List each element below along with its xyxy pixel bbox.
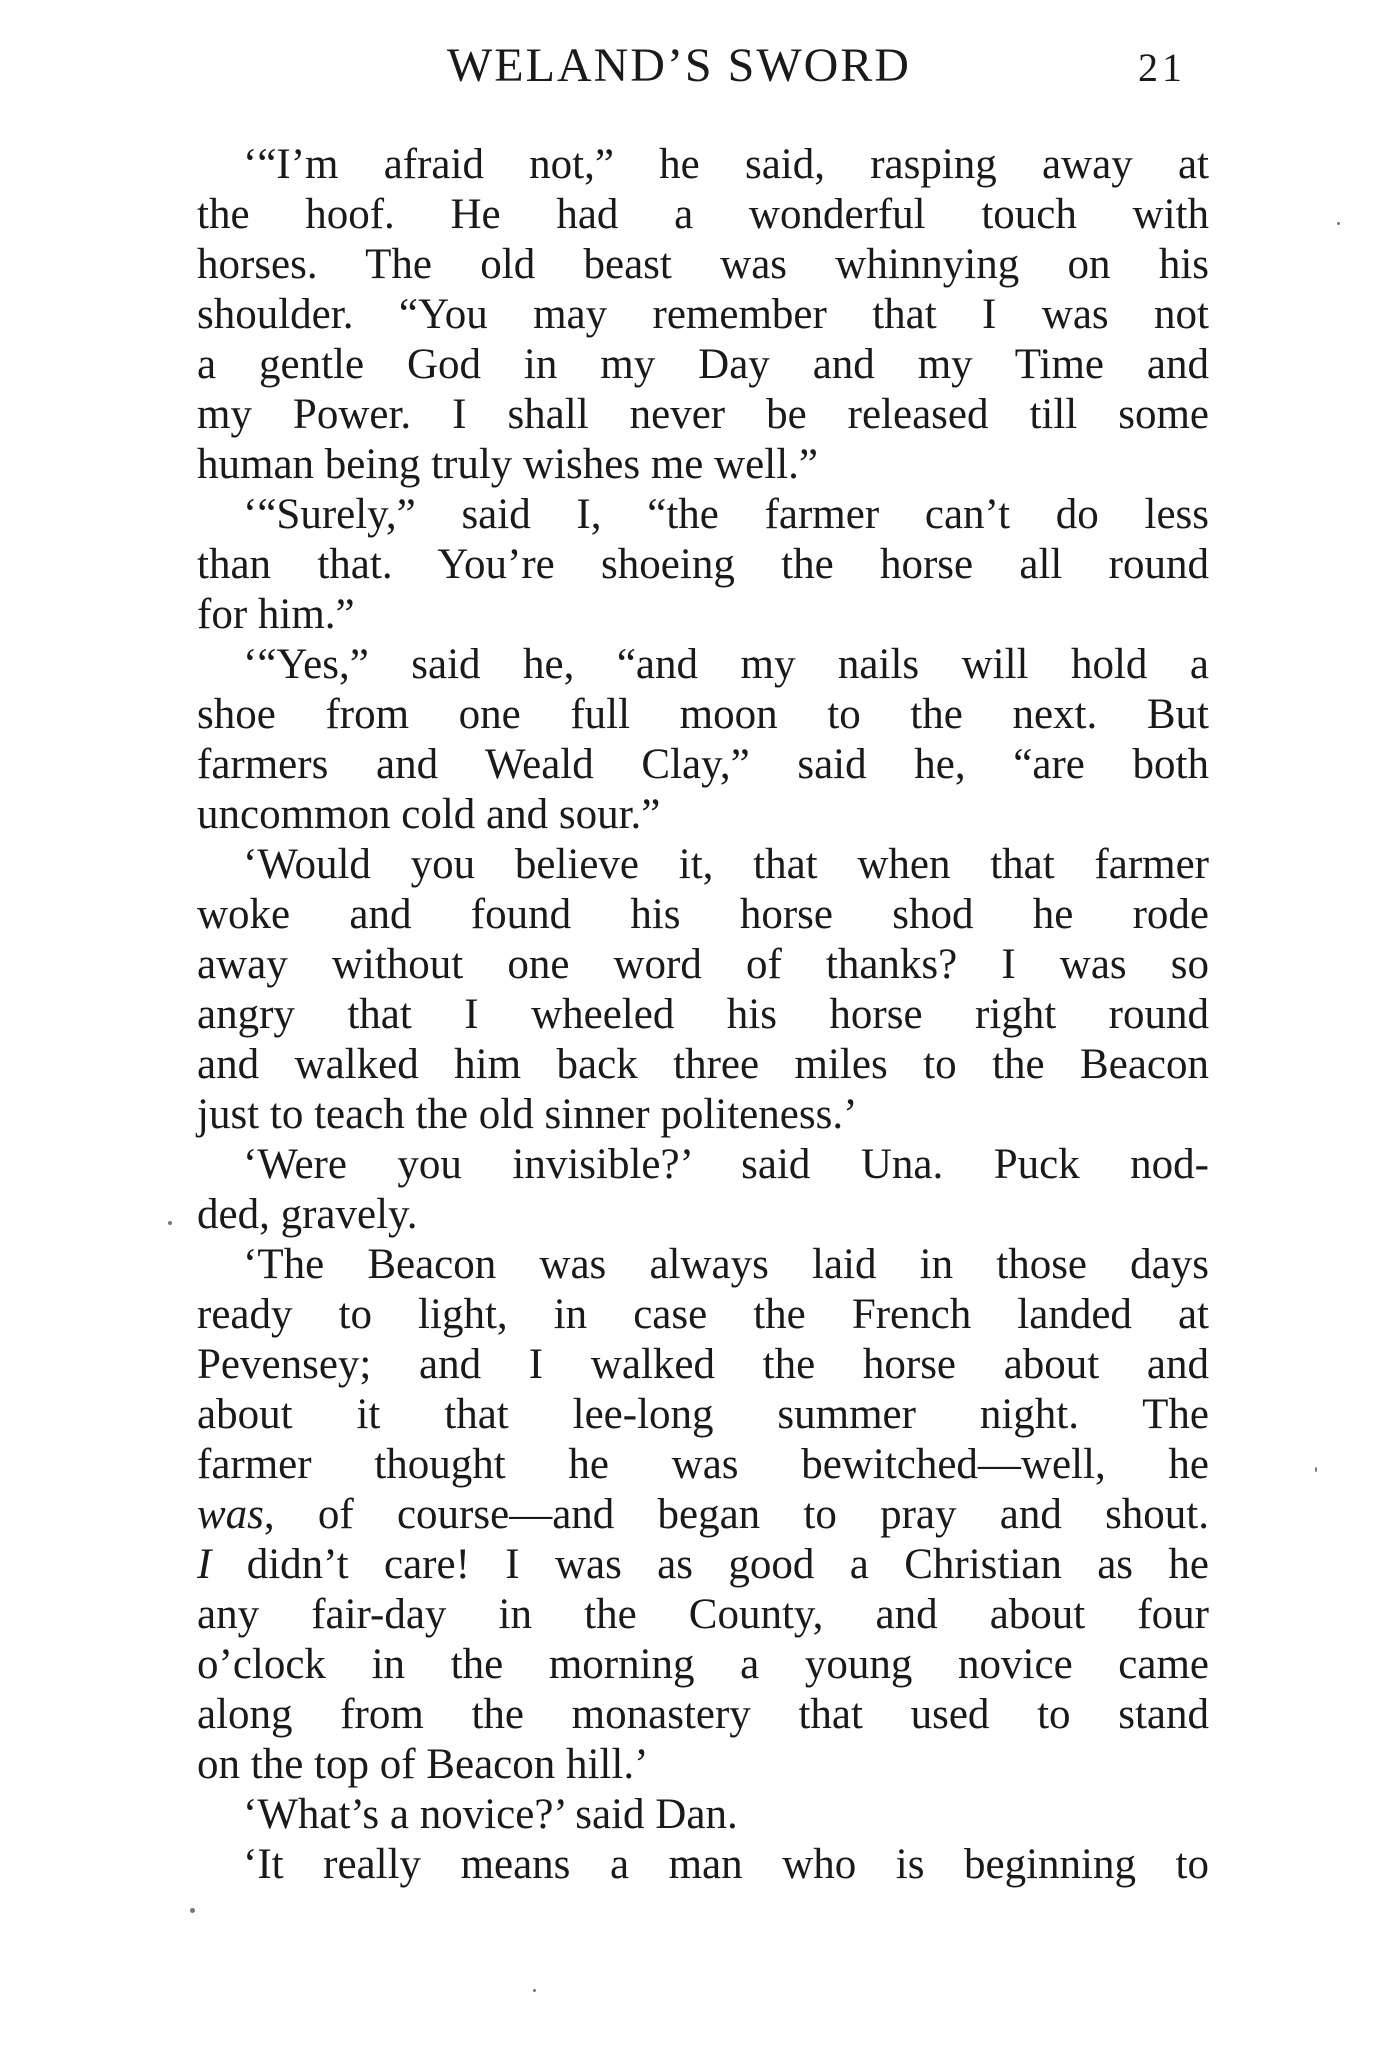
text-line: ‘Would you believe it, that when that farmer [243,841,1209,888]
text-line: ‘Were you invisible?’ said Una. Puck nod- [243,1141,1209,1188]
paper-speck [168,1221,172,1225]
text-line: ‘“Surely,” said I, “the farmer can’t do less [243,491,1209,538]
text-line: shoulder. “You may remember that I was not [197,291,1209,338]
text-line: than that. You’re shoeing the horse all round [197,541,1209,588]
text-line-rest: , of course—and began to pray and shout. [263,1491,1209,1538]
paper-speck [1337,222,1340,225]
text-line: ‘“I’m afraid not,” he said, rasping away at [243,141,1209,188]
text-line: ded, gravely. [197,1191,418,1238]
text-line-rest: didn’t care! I was as good a Christian as he [211,1541,1209,1588]
text-line: along from the monastery that used to stand [197,1691,1209,1738]
text-line: about it that lee-long summer night. The [197,1391,1209,1438]
text-line-italic-start [197,1490,1209,1540]
text-line: just to teach the old sinner politeness.’ [197,1091,858,1138]
running-head: WELAND’S SWORD [447,39,911,92]
text-line: woke and found his horse shod he rode [197,891,1209,938]
text-line: human being truly wishes me well.” [197,441,818,488]
text-line: angry that I wheeled his horse right round [197,991,1209,1038]
italic-word: was [197,1491,264,1538]
text-line: a gentle God in my Day and my Time and [197,341,1209,388]
text-line: farmers and Weald Clay,” said he, “are both [197,741,1209,788]
paper-speck [1315,1467,1317,1472]
text-line: ‘The Beacon was always laid in those days [243,1241,1209,1288]
text-line: ‘It really means a man who is beginning to [243,1841,1209,1888]
text-line: farmer thought he was bewitched—well, he [197,1441,1209,1488]
text-line-italic-start [197,1540,1209,1590]
page-number: 21 [1138,45,1186,90]
text-line: shoe from one full moon to the next. But [197,691,1209,738]
text-line: for him.” [197,591,355,638]
page-header [0,30,1382,100]
text-line: any fair-day in the County, and about four [197,1591,1209,1638]
text-line: ‘What’s a novice?’ said Dan. [243,1791,738,1838]
paper-speck [533,1989,536,1992]
text-line: ready to light, in case the French landed at [197,1291,1209,1338]
text-line: uncommon cold and sour.” [197,791,661,838]
text-line: ‘“Yes,” said he, “and my nails will hold a [243,641,1209,688]
text-line: Pevensey; and I walked the horse about and [197,1341,1209,1388]
text-line: away without one word of thanks? I was so [197,941,1209,988]
text-line: on the top of Beacon hill.’ [197,1741,649,1788]
italic-word: I [197,1541,212,1588]
body-text [197,140,1209,1890]
text-line: my Power. I shall never be released till some [197,391,1209,438]
text-line: o’clock in the morning a young novice came [197,1641,1209,1688]
paper-speck [190,1908,195,1913]
text-line: and walked him back three miles to the Beacon [197,1041,1209,1088]
text-line: horses. The old beast was whinnying on his [197,241,1209,288]
text-line: the hoof. He had a wonderful touch with [197,191,1209,238]
